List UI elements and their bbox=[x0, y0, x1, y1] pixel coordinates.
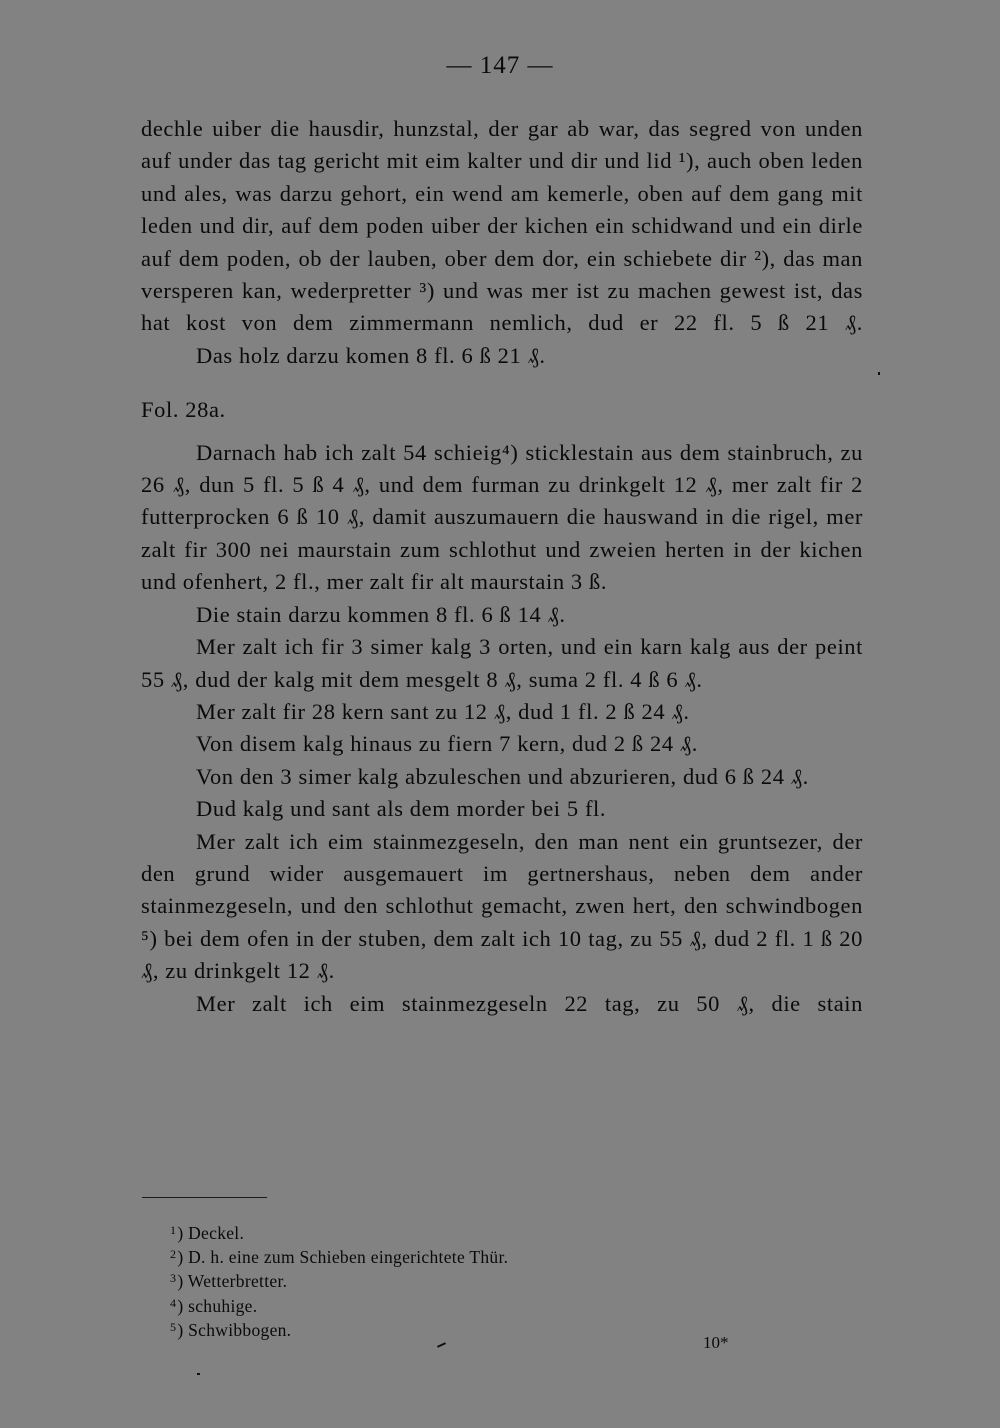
footnote-mark: 2 bbox=[170, 1247, 177, 1262]
paragraph: Mer zalt fir 28 kern sant zu 12 ₰, dud 1 fl. 2 ß 24 ₰. bbox=[196, 698, 690, 724]
footnote-mark: 4 bbox=[170, 1295, 177, 1310]
footnotes bbox=[170, 1220, 508, 1341]
paragraph: Das holz darzu komen 8 fl. 6 ß 21 ₰. bbox=[196, 342, 546, 368]
scan-speck bbox=[878, 372, 880, 375]
footnote-text: ) Wetterbretter. bbox=[177, 1271, 288, 1292]
footnote bbox=[170, 1268, 508, 1292]
paragraph: Dud kalg und sant als dem morder bei 5 fl. bbox=[196, 796, 607, 822]
footnote bbox=[170, 1220, 508, 1244]
footnote bbox=[170, 1317, 508, 1341]
paragraph: Mer zalt ich fir 3 simer kalg 3 orten, und ein karn kalg aus der peint 55 ₰, dud der kalg mit dem mesgelt 8 ₰, suma 2 fl. 4 ß 6 ₰. bbox=[141, 634, 863, 692]
footnote-mark: 5 bbox=[170, 1319, 177, 1334]
paragraph: dechle uiber die hausdir, hunzstal, der gar ab war, das segred von unden auf under das tag gericht mit eim kalter und dir und lid ¹), auch oben leden und ales, was darzu gehort, ein wend am kemerle, oben auf dem gang mit leden und dir, auf dem poden uiber der kichen ein schidwand und ein dirle auf dem poden, ob der lauben, ober dem dor, ein schiebete dir ²), das man versperen kan, wederpretter ³) und was mer ist zu machen gewest ist, das hat kost von dem zimmermann nemlich, dud er 22 fl. 5 ß 21 ₰. bbox=[141, 116, 863, 336]
footnote-text: ) Deckel. bbox=[177, 1223, 245, 1243]
footnote-mark: 1 bbox=[170, 1223, 177, 1237]
footnote-divider bbox=[142, 1197, 267, 1198]
footnote bbox=[170, 1244, 508, 1268]
footnote-text: ) schuhige. bbox=[177, 1295, 258, 1316]
page-number: — 147 — bbox=[446, 52, 554, 79]
signature-mark: 10* bbox=[703, 1333, 729, 1352]
paragraph: Darnach hab ich zalt 54 schieig⁴) sticklestain aus dem stainbruch, zu 26 ₰, dun 5 fl. 5 ß 4 ₰, und dem furman zu drinkgelt 12 ₰, mer zalt fir 2 futterprocken 6 ß 10 ₰, damit auszumauern die hauswand in die rigel, mer zalt fir 300 nei maurstain zum schlothut und zweien herten in der kichen und ofenhert, 2 fl., mer zalt fir alt maurstain 3 ß. bbox=[141, 439, 863, 595]
main-text bbox=[141, 113, 863, 1020]
section-heading: Fol. 28a. bbox=[141, 397, 226, 423]
footnote bbox=[170, 1293, 508, 1317]
paragraph: Von den 3 simer kalg abzuleschen und abzurieren, dud 6 ß 24 ₰. bbox=[196, 763, 809, 789]
footnote-text: ) Schwibbogen. bbox=[177, 1319, 292, 1340]
paragraph: Die stain darzu kommen 8 fl. 6 ß 14 ₰. bbox=[196, 601, 566, 627]
scan-speck bbox=[437, 1342, 446, 1348]
scan-speck bbox=[197, 1373, 200, 1375]
footnote-mark: 3 bbox=[170, 1271, 177, 1286]
footnote-text: ) D. h. eine zum Schieben eingerichtete Thür. bbox=[177, 1247, 509, 1268]
paragraph: Von disem kalg hinaus zu fiern 7 kern, dud 2 ß 24 ₰. bbox=[196, 731, 698, 757]
paragraph: Mer zalt ich eim stainmezgeseln, den man nent ein gruntsezer, der den grund wider ausgemauert im gertnershaus, neben dem ander stainmezgeseln, und den schlothut gemacht, zwen hert, den schwindbogen ⁵) bei dem ofen in der stuben, dem zalt ich 10 tag, zu 55 ₰, dud 2 fl. 1 ß 20 ₰, zu drinkgelt 12 ₰. bbox=[141, 828, 863, 984]
paragraph: Mer zalt ich eim stainmezgeseln 22 tag, zu 50 ₰, die stain bbox=[196, 990, 863, 1016]
